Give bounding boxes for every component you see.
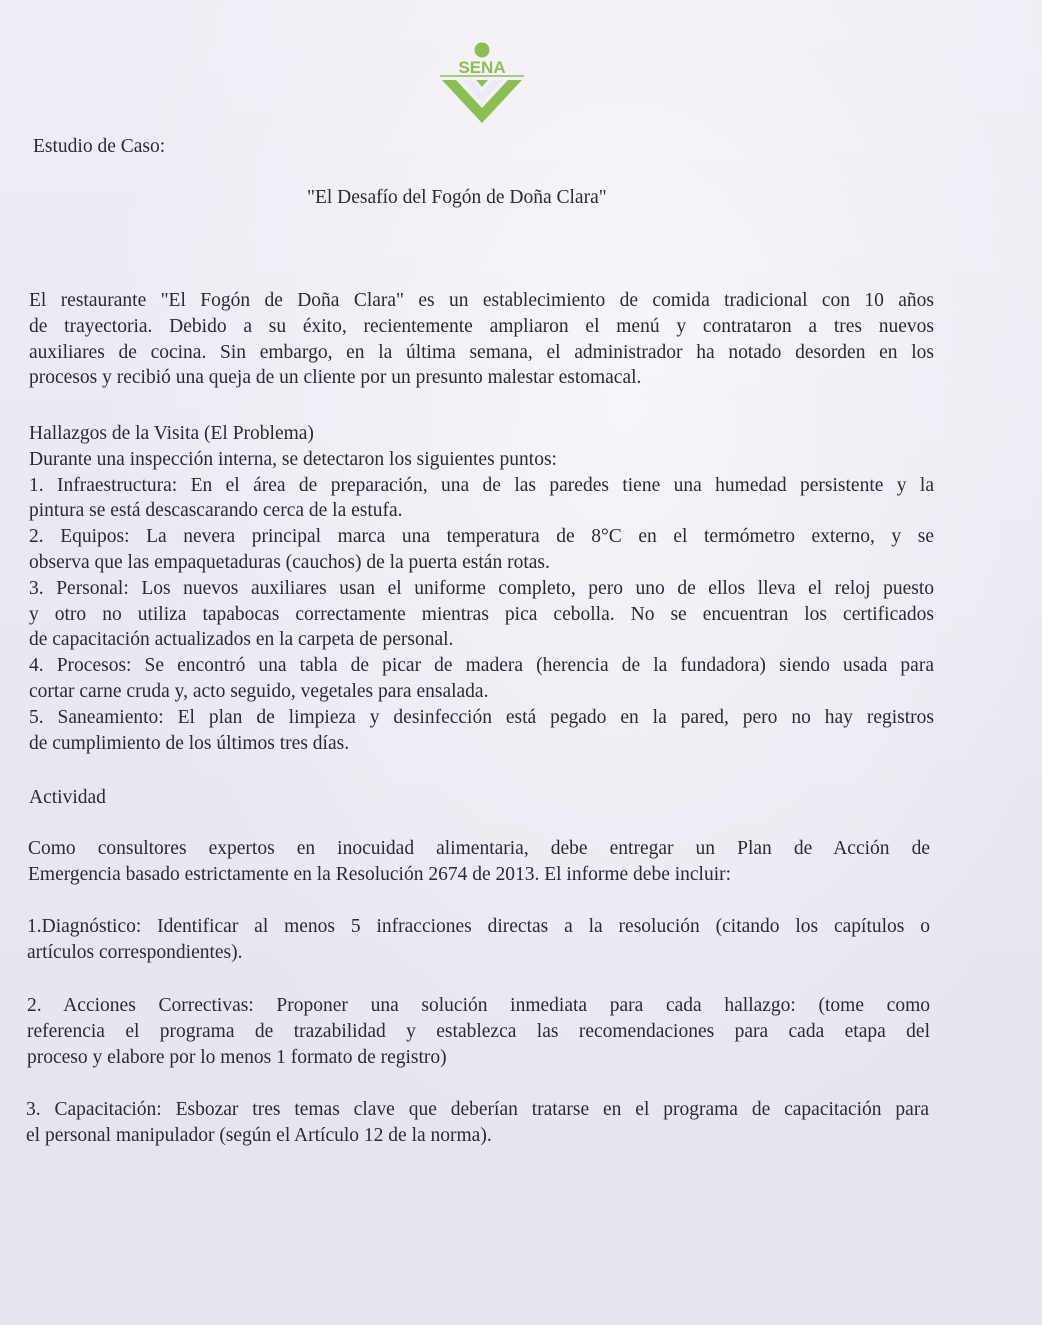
text-line: artículos correspondientes). [27,941,243,963]
activity-item-acciones [27,993,930,1070]
document-title: "El Desafío del Fogón de Doña Clara" [307,187,607,208]
findings-heading: Hallazgos de la Visita (El Problema) [29,423,314,444]
text-line: de cumplimiento de los últimos tres días. [29,732,350,754]
text-line: de capacitación actualizados en la carpeta de personal. [29,629,454,651]
intro-paragraph [29,288,934,391]
text-line: observa que las empaquetaduras (cauchos) de la puerta están rotas. [29,551,550,573]
text-line: cortar carne cruda y, acto seguido, vegetales para ensalada. [29,680,489,702]
text-line: el personal manipulador (según el Artículo 12 de la norma). [26,1124,492,1146]
text-line: proceso y elabore por lo menos 1 formato de registro) [27,1046,447,1068]
text-line: Durante una inspección interna, se detectaron los siguientes puntos: [29,448,557,470]
finding-saneamiento: 5. Saneamiento: El plan de limpieza y desinfección está pegado en la pared, pero no hay registros [29,706,934,728]
text-line: Como consultores expertos en inocuidad alimentaria, debe entregar un Plan de Acción de [28,838,930,859]
finding-personal: 3. Personal: Los nuevos auxiliares usan el uniforme completo, pero uno de ellos lleva el reloj puesto [29,577,934,599]
text-line: de trayectoria. Debido a su éxito, recientemente ampliaron el menú y contrataron a tres nuevos [29,315,934,337]
findings-section [29,421,934,756]
finding-procesos: 4. Procesos: Se encontró una tabla de picar de madera (herencia de la fundadora) siendo usada para [29,655,934,677]
finding-equipos: 2. Equipos: La nevera principal marca una temperatura de 8°C en el termómetro externo, y se [29,526,934,548]
text-line: referencia el programa de trazabilidad y establezca las recomendaciones para cada etapa del [27,1020,930,1042]
text-line: pintura se está descascarando cerca de la estufa. [29,500,403,522]
activity-intro [28,836,930,888]
case-label: Estudio de Caso: [33,136,166,157]
activity-item-diagnostico [27,914,930,966]
text-line: y otro no utiliza tapabocas correctamente mientras pica cebolla. No se encuentran los certificados [29,603,934,625]
text-line: Emergencia basado estrictamente en la Resolución 2674 de 2013. El informe debe incluir: [28,863,732,885]
logo-dot [475,43,490,58]
logo-text: SENA [458,58,506,77]
activity-item-capacitacion [26,1097,929,1149]
sena-logo [436,40,528,124]
text-line: 1.Diagnóstico: Identificar al menos 5 infracciones directas a la resolución (citando los capítulos o [27,916,930,937]
text-line: auxiliares de cocina. Sin embargo, en la última semana, el administrador ha notado desorden en los [29,341,934,363]
text-line: procesos y recibió una queja de un cliente por un presunto malestar estomacal. [29,367,642,389]
finding-infraestructura: 1. Infraestructura: En el área de preparación, una de las paredes tiene una humedad persistente y la [29,474,934,496]
text-line: 3. Capacitación: Esbozar tres temas clave que deberían tratarse en el programa de capacitación para [26,1099,929,1120]
text-line: 2. Acciones Correctivas: Proponer una solución inmediata para cada hallazgo: (tome como [27,995,930,1016]
activity-heading: Actividad [29,787,106,808]
text-line: El restaurante "El Fogón de Doña Clara" es un establecimiento de comida tradicional con 10 años [29,290,934,311]
